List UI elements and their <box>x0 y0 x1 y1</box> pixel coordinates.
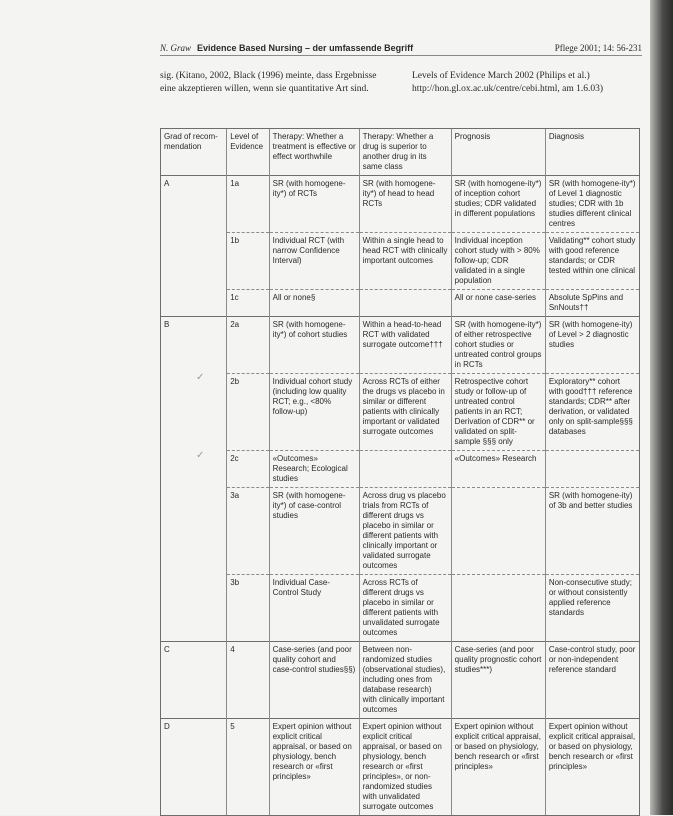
pencil-checkmark: ✓ <box>196 372 205 383</box>
table-row <box>161 233 640 290</box>
header-title: Evidence Based Nursing – der umfassende Begriff <box>197 43 414 53</box>
cell-therapy-superior: Within a single head to head RCT with clinically important outcomes <box>359 233 451 290</box>
header-level: Level of Evidence <box>227 129 269 176</box>
cell-therapy-effective: Case-series (and poor quality cohort and case-control studies§§) <box>269 642 359 719</box>
cell-level: 2c <box>227 451 269 488</box>
cell-level: 5 <box>227 719 269 816</box>
cell-diagnosis: Case-control study, poor or non-independent reference standard <box>545 642 639 719</box>
cell-prognosis <box>451 575 545 642</box>
table-row <box>161 575 640 642</box>
table-row <box>161 719 640 816</box>
cell-therapy-superior: SR (with homogene-ity*) of head to head RCTs <box>359 176 451 233</box>
cell-grade <box>161 290 227 317</box>
cell-level: 3b <box>227 575 269 642</box>
cell-level: 2a <box>227 317 269 374</box>
running-header <box>160 43 642 56</box>
cell-therapy-effective: «Outcomes» Research; Ecological studies <box>269 451 359 488</box>
cell-grade <box>161 233 227 290</box>
cell-diagnosis: Validating** cohort study with good reference standards; or CDR tested within one clinical <box>545 233 639 290</box>
cell-therapy-effective: SR (with homogene-ity*) of cohort studies <box>269 317 359 374</box>
intro-text <box>160 70 642 96</box>
table-header-row <box>161 129 640 176</box>
cell-prognosis: All or none case-series <box>451 290 545 317</box>
cell-therapy-effective: SR (with homogene-ity*) of RCTs <box>269 176 359 233</box>
table-row <box>161 317 640 374</box>
cell-grade: C <box>161 642 227 719</box>
cell-therapy-effective: Individual cohort study (including low quality RCT; e.g., <80% follow-up) <box>269 374 359 451</box>
header-author: N. Graw <box>160 43 192 53</box>
cell-prognosis: SR (with homogene-ity*) of either retrospective cohort studies or untreated control groups in RCTs <box>451 317 545 374</box>
cell-grade <box>161 575 227 642</box>
cell-prognosis: «Outcomes» Research <box>451 451 545 488</box>
cell-prognosis: SR (with homogene-ity*) of inception cohort studies; CDR validated in different populations <box>451 176 545 233</box>
cell-diagnosis: Expert opinion without explicit critical appraisal, or based on physiology, bench research or «first principles» <box>545 719 639 816</box>
cell-diagnosis: Non-consecutive study; or without consistently applied reference standards <box>545 575 639 642</box>
cell-level: 4 <box>227 642 269 719</box>
cell-prognosis <box>451 488 545 575</box>
table-row <box>161 374 640 451</box>
evidence-levels-table <box>160 128 640 816</box>
cell-prognosis: Retrospective cohort study or follow-up of untreated control patients in an RCT; Derivation of CDR** or validated on split-sample §§§ only <box>451 374 545 451</box>
header-page-info: Pflege 2001; 14: 56-231 <box>554 43 642 53</box>
cell-grade <box>161 374 227 451</box>
table-row <box>161 488 640 575</box>
cell-diagnosis: Absolute SpPins and SnNouts†† <box>545 290 639 317</box>
cell-diagnosis: Exploratory** cohort with good††† reference standards; CDR** after derivation, or validated only on split-sample§§§ databases <box>545 374 639 451</box>
header-therapy-superior: Therapy: Whether a drug is superior to another drug in its same class <box>359 129 451 176</box>
cell-prognosis: Individual inception cohort study with > 80% follow-up; CDR validated in a single population <box>451 233 545 290</box>
cell-therapy-superior: Across RCTs of either the drugs vs placebo in similar or different patients with clinically important or validated surrogate outcomes <box>359 374 451 451</box>
cell-diagnosis: SR (with homogene-ity*) of Level 1 diagnostic studies; CDR with 1b studies different clinical centres <box>545 176 639 233</box>
header-diagnosis: Diagnosis <box>545 129 639 176</box>
cell-therapy-superior <box>359 451 451 488</box>
table-row <box>161 290 640 317</box>
cell-level: 1b <box>227 233 269 290</box>
cell-therapy-superior: Across RCTs of different drugs vs placebo in similar or different patients with unvalidated surrogate outcomes <box>359 575 451 642</box>
table-row <box>161 451 640 488</box>
pencil-checkmark: ✓ <box>196 450 205 461</box>
intro-left: sig. (Kitano, 2002, Black (1996) meinte, dass Ergebnisse eine akzeptieren willen, wenn sie quantitative Art sind. <box>160 71 377 94</box>
header-prognosis: Prognosis <box>451 129 545 176</box>
header-grade: Grad of recom-mendation <box>161 129 227 176</box>
cell-level: 1a <box>227 176 269 233</box>
cell-therapy-effective: Individual RCT (with narrow Confidence Interval) <box>269 233 359 290</box>
cell-therapy-superior <box>359 290 451 317</box>
table-row <box>161 642 640 719</box>
cell-diagnosis: SR (with homogene-ity) of 3b and better studies <box>545 488 639 575</box>
table-row <box>161 176 640 233</box>
cell-grade <box>161 451 227 488</box>
cell-therapy-superior: Between non-randomized studies (observational studies), including ones from database research) with clinically important outcomes <box>359 642 451 719</box>
cell-therapy-effective: Expert opinion without explicit critical appraisal, or based on physiology, bench research or «first principles» <box>269 719 359 816</box>
cell-diagnosis: SR (with homogene-ity) of Level > 2 diagnostic studies <box>545 317 639 374</box>
cell-diagnosis <box>545 451 639 488</box>
cell-therapy-effective: SR (with homogene-ity*) of case-control studies <box>269 488 359 575</box>
cell-therapy-superior: Within a head-to-head RCT with validated surrogate outcome††† <box>359 317 451 374</box>
table-body <box>161 176 640 816</box>
cell-prognosis: Case-series (and poor quality prognostic cohort studies***) <box>451 642 545 719</box>
cell-therapy-superior: Expert opinion without explicit critical appraisal, or based on physiology, bench research or «first principles», or non-randomized studies with unvalidated surrogate outcomes <box>359 719 451 816</box>
cell-level: 2b <box>227 374 269 451</box>
cell-level: 3a <box>227 488 269 575</box>
cell-therapy-superior: Across drug vs placebo trials from RCTs of different drugs vs placebo in similar or different patients with clinically important or validated surrogate outcomes <box>359 488 451 575</box>
cell-grade: D <box>161 719 227 816</box>
cell-grade: A <box>161 176 227 233</box>
cell-therapy-effective: Individual Case-Control Study <box>269 575 359 642</box>
cell-level: 1c <box>227 290 269 317</box>
book-spine-shadow <box>650 0 673 815</box>
intro-right: Levels of Evidence March 2002 (Philips et al.) http://hon.gl.ox.ac.uk/centre/cebi.html, am 1.6.03) <box>412 71 604 94</box>
cell-grade: B <box>161 317 227 374</box>
cell-therapy-effective: All or none§ <box>269 290 359 317</box>
header-therapy-effective: Therapy: Whether a treatment is effective or effect worthwhile <box>269 129 359 176</box>
cell-prognosis: Expert opinion without explicit critical appraisal, or based on physiology, bench research or «first principles» <box>451 719 545 816</box>
cell-grade <box>161 488 227 575</box>
